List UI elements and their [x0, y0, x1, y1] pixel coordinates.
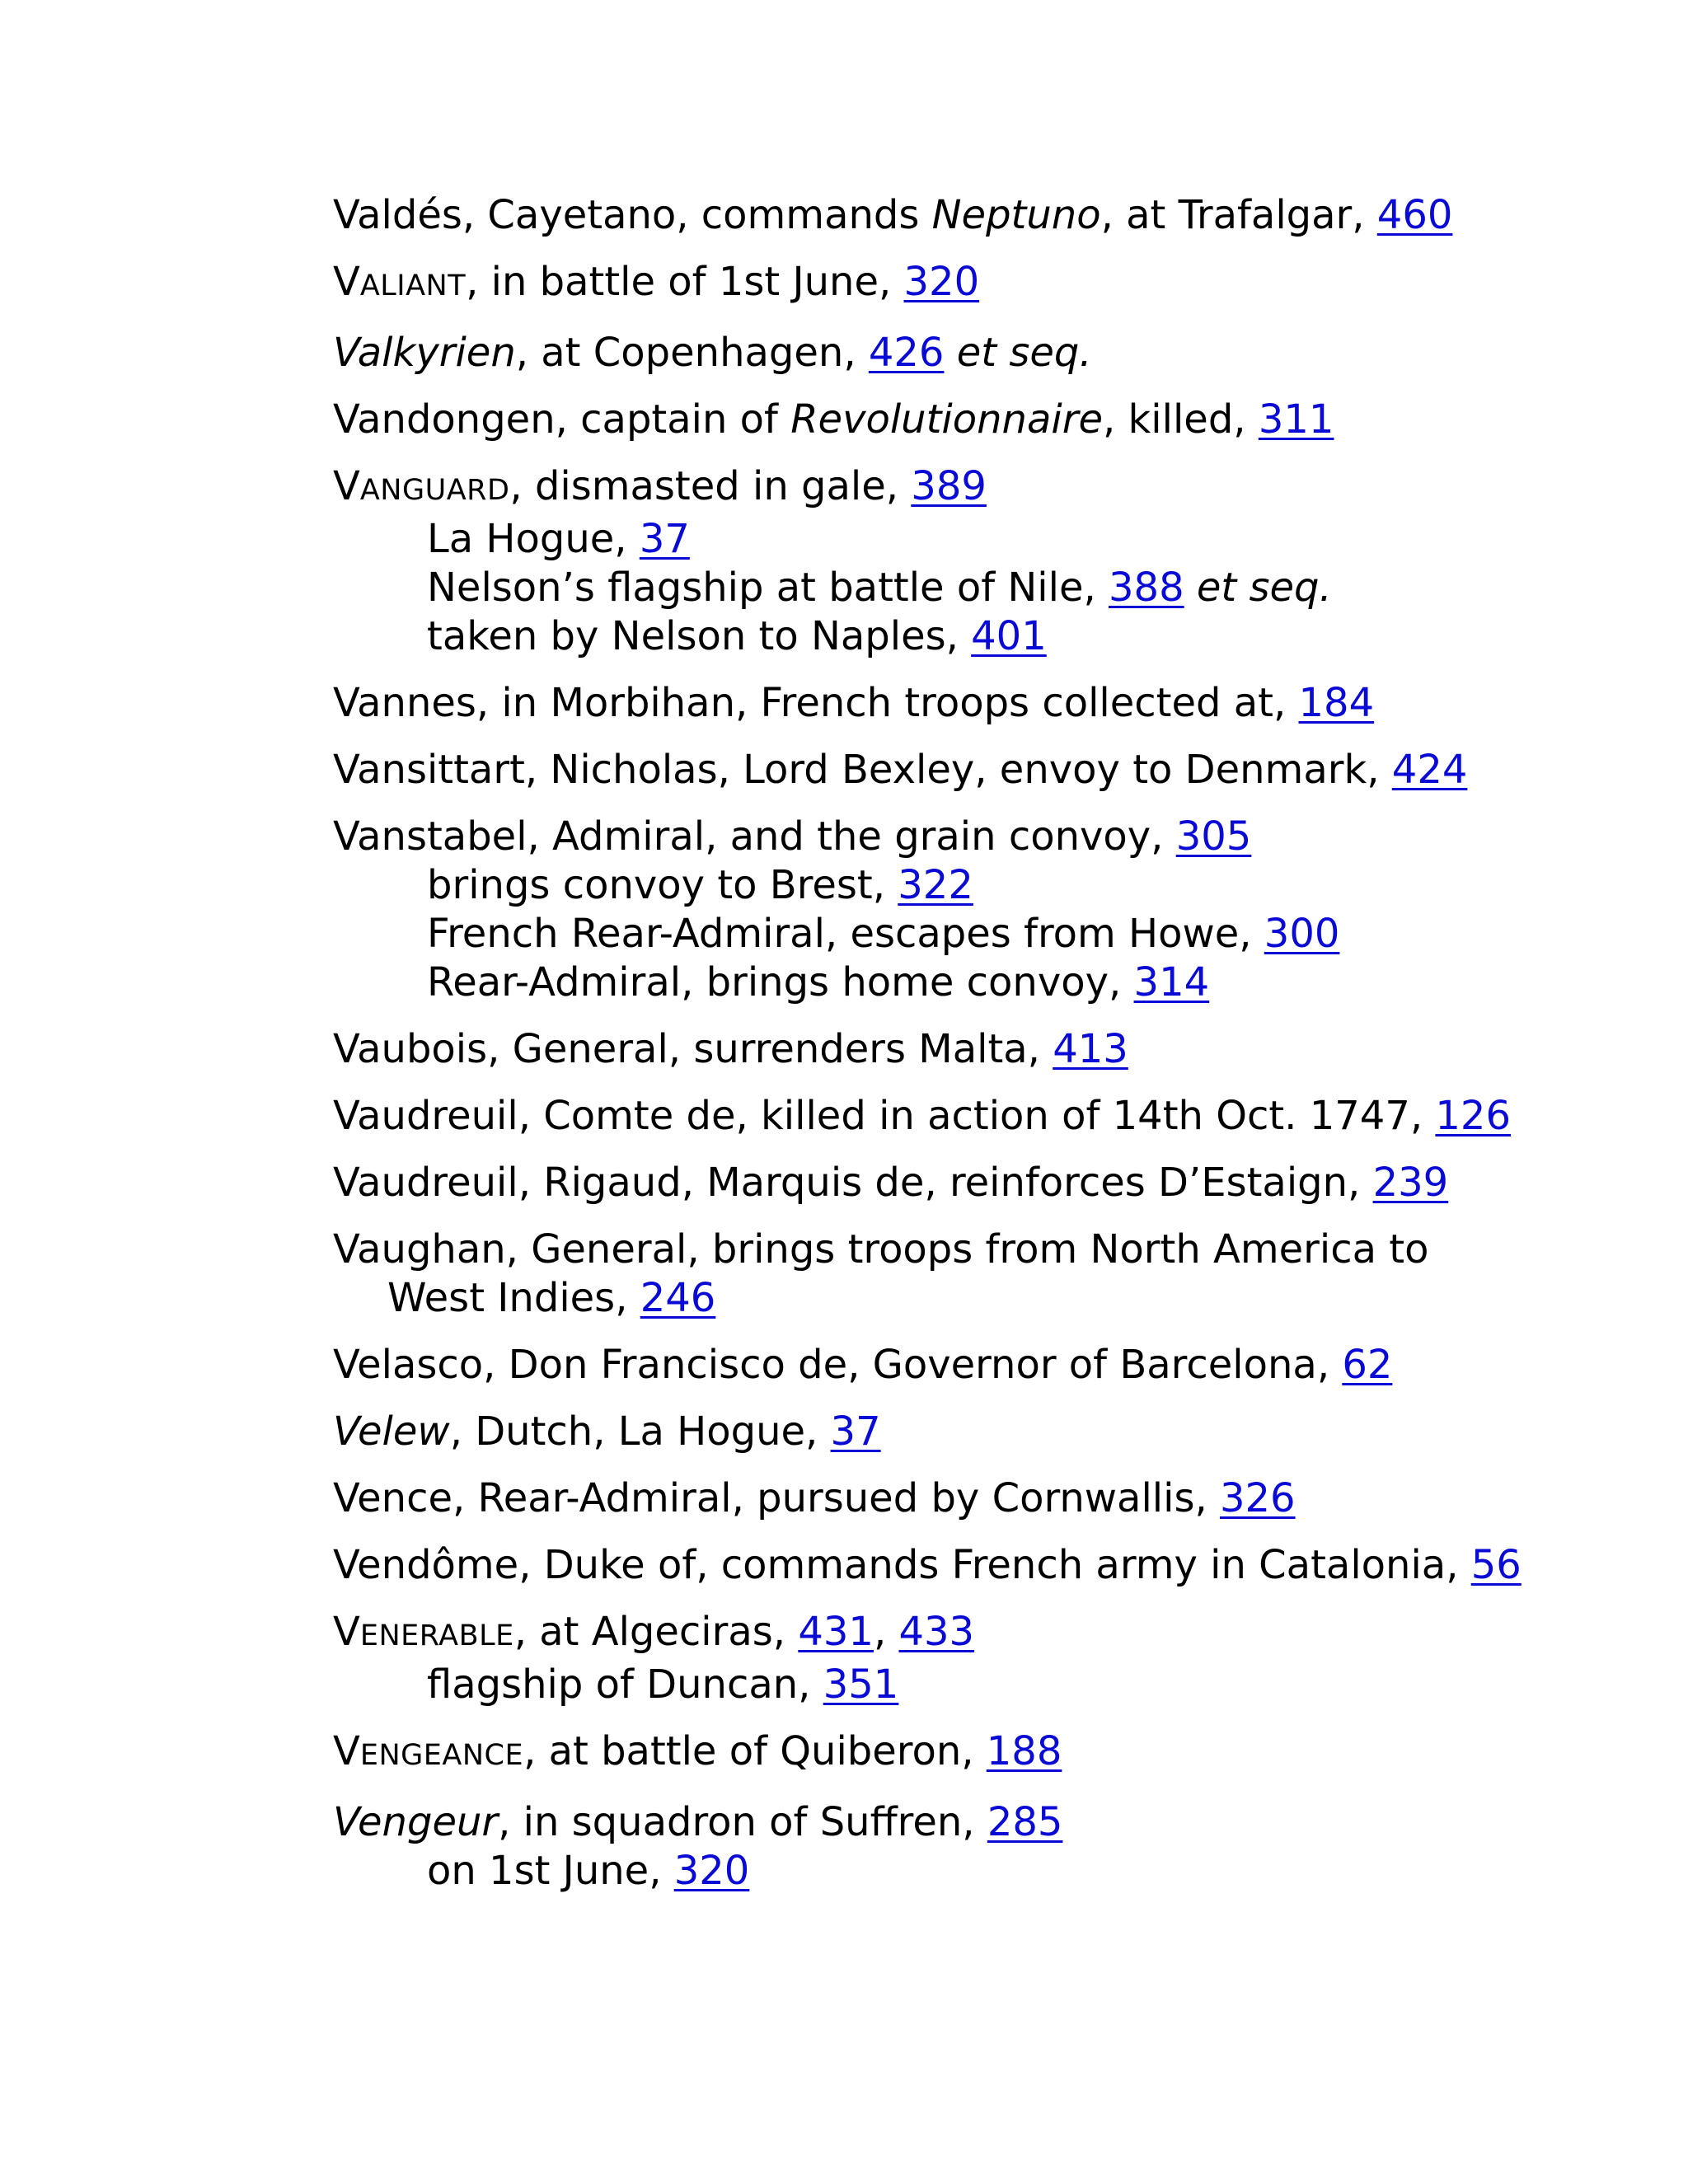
page-link[interactable]: 389	[911, 463, 987, 509]
index-subentry-line	[333, 910, 1602, 958]
entry-text: Nelson’s flagship at battle of Nile,	[427, 565, 1109, 611]
entry-text: , at Algeciras,	[513, 1609, 799, 1655]
italic-text: Valkyrien	[333, 330, 516, 376]
index-heading-line	[333, 1474, 1602, 1523]
entry-text: French Rear-Admiral, escapes from Howe,	[427, 911, 1264, 957]
index-entry-vandongen	[333, 396, 1602, 444]
index-heading-line	[333, 1608, 1602, 1661]
small-caps-text: ENGEANCE	[359, 1739, 524, 1772]
page-link[interactable]: 413	[1053, 1026, 1128, 1072]
entry-text: , at Copenhagen,	[515, 330, 869, 376]
page-link[interactable]: 56	[1470, 1542, 1522, 1588]
index-entry-valkyrien	[333, 329, 1602, 377]
index-entry-vaughan	[333, 1226, 1602, 1323]
index-subentry-line	[333, 1661, 1602, 1709]
index-heading-line	[333, 258, 1602, 311]
index-heading-line	[333, 1341, 1602, 1390]
index-heading-line	[333, 1159, 1602, 1207]
index-heading-line	[333, 1541, 1602, 1590]
index-subentry-line	[333, 1847, 1602, 1896]
entry-text: , killed,	[1102, 396, 1259, 443]
entry-text: Vaudreuil, Rigaud, Marquis de, reinforces D’Estaign,	[333, 1160, 1373, 1206]
entry-text: , at battle of Quiberon,	[523, 1728, 987, 1774]
entry-text: West Indies,	[387, 1275, 640, 1321]
small-caps-text: ANGUARD	[359, 474, 510, 507]
index-entry-vengeance	[333, 1727, 1602, 1780]
entry-text: Vence, Rear-Admiral, pursued by Cornwallis,	[333, 1475, 1220, 1521]
page-link[interactable]: 326	[1219, 1475, 1296, 1521]
index-subentry-line	[333, 958, 1602, 1007]
entry-text: La Hogue,	[427, 516, 640, 562]
page-link[interactable]: 320	[673, 1848, 750, 1894]
entry-text	[944, 330, 956, 376]
index-heading-line	[333, 1092, 1602, 1141]
index-entry-vaudreuil-rigaud	[333, 1159, 1602, 1207]
entry-text: Vansittart, Nicholas, Lord Bexley, envoy to Denmark,	[333, 747, 1392, 793]
entry-text: flagship of Duncan,	[427, 1661, 823, 1708]
index-entry-vanstabel	[333, 813, 1602, 1007]
index-entry-vannes	[333, 679, 1602, 728]
index-entry-velasco	[333, 1341, 1602, 1390]
entry-text	[1184, 565, 1197, 611]
entry-text: , Dutch, La Hogue,	[449, 1408, 831, 1455]
index-heading-line	[333, 329, 1602, 377]
italic-text: Revolutionnaire	[790, 396, 1103, 443]
index-entry-vansittart	[333, 746, 1602, 794]
index-heading-line	[333, 462, 1602, 515]
entry-text: Vandongen, captain of	[333, 396, 791, 443]
index-heading-line	[333, 1226, 1602, 1274]
page-link[interactable]: 426	[868, 330, 945, 376]
entry-text: , in battle of 1st June,	[466, 259, 904, 305]
page-link[interactable]: 285	[987, 1799, 1063, 1845]
page-link[interactable]: 305	[1175, 813, 1252, 860]
entry-text: ,	[873, 1609, 899, 1655]
page-link[interactable]: 401	[971, 613, 1047, 659]
index-heading-line	[333, 191, 1602, 240]
page-link[interactable]: 62	[1342, 1342, 1393, 1388]
index-heading-line	[333, 1408, 1602, 1456]
index-heading-line	[333, 1798, 1602, 1847]
index-heading-line	[333, 813, 1602, 861]
entry-text: Vanstabel, Admiral, and the grain convoy,	[333, 813, 1176, 860]
index-page	[333, 191, 1602, 1914]
page-link[interactable]: 314	[1133, 959, 1210, 1005]
page-link[interactable]: 37	[639, 516, 690, 562]
entry-text: Vaughan, General, brings troops from North America to	[333, 1226, 1429, 1272]
index-heading-line	[333, 1025, 1602, 1074]
page-link[interactable]: 246	[640, 1275, 716, 1321]
page-link[interactable]: 424	[1391, 747, 1468, 793]
index-entry-valiant	[333, 258, 1602, 311]
index-entry-vence	[333, 1474, 1602, 1523]
small-caps-text: ALIANT	[359, 269, 467, 302]
entry-text: V	[333, 463, 360, 509]
page-link[interactable]: 460	[1376, 192, 1453, 238]
entry-text: brings convoy to Brest,	[427, 862, 898, 908]
entry-text: Valdés, Cayetano, commands	[333, 192, 932, 238]
entry-text: , in squadron of Suffren,	[498, 1799, 987, 1845]
entry-text: taken by Nelson to Naples,	[427, 613, 972, 659]
index-subentry-line	[333, 612, 1602, 661]
index-entry-vendome	[333, 1541, 1602, 1590]
index-subentry-line	[333, 564, 1602, 612]
index-entry-vaubois	[333, 1025, 1602, 1074]
page-link[interactable]: 126	[1435, 1093, 1511, 1139]
page-link[interactable]: 320	[903, 259, 980, 305]
index-entry-vanguard	[333, 462, 1602, 661]
page-link[interactable]: 311	[1258, 396, 1334, 443]
entry-text: V	[333, 259, 360, 305]
italic-text: et seq.	[1196, 565, 1332, 611]
italic-text: Neptuno	[931, 192, 1101, 238]
page-link[interactable]: 351	[823, 1661, 899, 1708]
index-continuation-line	[333, 1274, 1602, 1323]
entry-text: , dismasted in gale,	[509, 463, 912, 509]
index-heading-line	[333, 1727, 1602, 1780]
entry-text: Vannes, in Morbihan, French troops collected at,	[333, 680, 1299, 726]
entry-text: , at Trafalgar,	[1100, 192, 1377, 238]
italic-text: Vengeur	[333, 1799, 499, 1845]
entry-text: Vaubois, General, surrenders Malta,	[333, 1026, 1053, 1072]
index-heading-line	[333, 679, 1602, 728]
page-link[interactable]: 239	[1372, 1160, 1449, 1206]
page-link[interactable]: 433	[898, 1609, 975, 1655]
page-link[interactable]: 322	[898, 862, 973, 908]
italic-text: et seq.	[956, 330, 1092, 376]
italic-text: Velew	[333, 1408, 450, 1455]
index-entry-valdes	[333, 191, 1602, 240]
page-link[interactable]: 188	[986, 1728, 1062, 1774]
page-link[interactable]: 37	[830, 1408, 881, 1455]
small-caps-text: ENERABLE	[359, 1619, 514, 1652]
page-link[interactable]: 300	[1264, 911, 1340, 957]
page-link[interactable]: 184	[1298, 680, 1375, 726]
entry-text: Velasco, Don Francisco de, Governor of Barcelona,	[333, 1342, 1343, 1388]
index-entry-velew	[333, 1408, 1602, 1456]
index-entry-vengeur	[333, 1798, 1602, 1896]
index-heading-line	[333, 746, 1602, 794]
entry-text: Vendôme, Duke of, commands French army in Catalonia,	[333, 1542, 1471, 1588]
index-entry-vaudreuil-comte	[333, 1092, 1602, 1141]
page-link[interactable]: 431	[798, 1609, 874, 1655]
entry-text: Rear-Admiral, brings home convoy,	[427, 959, 1134, 1005]
index-entry-venerable	[333, 1608, 1602, 1709]
entry-text: Vaudreuil, Comte de, killed in action of 14th Oct. 1747,	[333, 1093, 1436, 1139]
index-heading-line	[333, 396, 1602, 444]
entry-text: on 1st June,	[427, 1848, 674, 1894]
entry-text: V	[333, 1728, 360, 1774]
page-link[interactable]: 388	[1109, 565, 1184, 611]
index-subentry-line	[333, 861, 1602, 910]
entry-text: V	[333, 1609, 360, 1655]
index-subentry-line	[333, 515, 1602, 564]
